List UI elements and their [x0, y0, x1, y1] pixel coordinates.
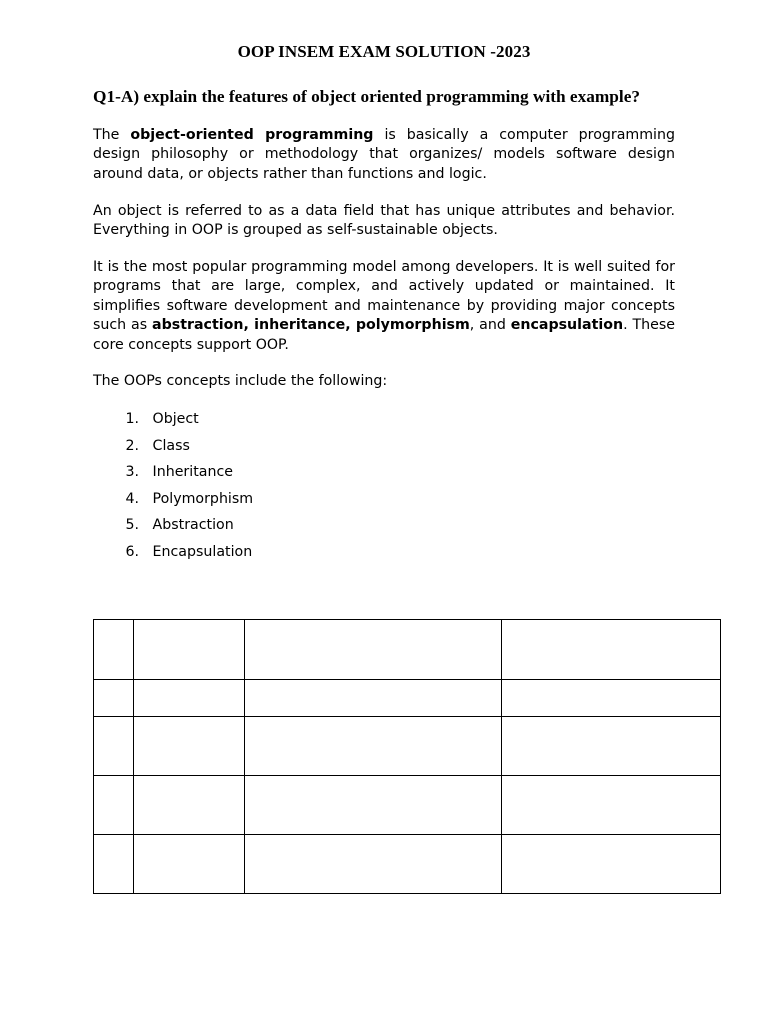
- table-cell: [134, 620, 245, 680]
- paragraph-text-end: . These core concepts support OOP.: [93, 317, 675, 353]
- table-row: [94, 620, 721, 680]
- paragraph-text-start: It is the most popular programming model among developers. It is well suited for programs that are large, complex, and actively updated or maintained. It simplifies software development and maintenance by providing major concepts such as: [93, 259, 675, 334]
- table-row: [94, 717, 721, 776]
- list-label: Polymorphism: [152, 490, 254, 507]
- table-cell: [502, 717, 721, 776]
- table-cell: [245, 680, 502, 717]
- table-cell: [502, 680, 721, 717]
- list-item: [93, 437, 253, 464]
- table-cell: [94, 620, 134, 680]
- list-number: 4.: [125, 490, 139, 507]
- list-item: [93, 543, 253, 570]
- table-cell: [94, 717, 134, 776]
- table-cell: [502, 776, 721, 835]
- paragraph-text-middle: , and: [469, 317, 511, 334]
- table-row: [94, 835, 721, 894]
- concepts-list: [93, 410, 253, 569]
- bold-term-encapsulation: encapsulation: [510, 317, 624, 334]
- table-cell: [134, 835, 245, 894]
- table-cell: [94, 776, 134, 835]
- list-item: [93, 410, 253, 437]
- paragraph-rest: is basically a computer programming design philosophy or methodology that organizes/ models software design around data, or objects rather than functions and logic.: [93, 127, 675, 182]
- table-cell: [134, 680, 245, 717]
- page-title: OOP INSEM EXAM SOLUTION -2023: [237, 42, 531, 61]
- bold-terms-concepts: abstraction, inheritance, polymorphism: [152, 317, 470, 334]
- table-row: [94, 776, 721, 835]
- list-item: [93, 490, 253, 517]
- empty-table: [93, 619, 721, 894]
- table-cell: [245, 776, 502, 835]
- list-number: 5.: [125, 517, 139, 533]
- list-label: Inheritance: [152, 464, 233, 480]
- list-label: Encapsulation: [152, 543, 253, 560]
- table-cell: [134, 776, 245, 835]
- table-row: [94, 680, 721, 717]
- table-cell: [502, 835, 721, 894]
- list-item: [93, 463, 253, 490]
- table-cell: [245, 717, 502, 776]
- table-cell: [94, 835, 134, 894]
- list-label: Object: [152, 411, 199, 427]
- table-cell: [502, 620, 721, 680]
- list-number: 6.: [125, 543, 139, 560]
- paragraph-popularity: [93, 258, 675, 355]
- table-cell: [245, 835, 502, 894]
- paragraph-object: An object is referred to as a data field that has unique attributes and behavior. Everything in OOP is grouped as self-sustainable objects.: [93, 203, 675, 239]
- bold-term-oop: object-oriented programming: [130, 127, 374, 143]
- paragraph-definition: [93, 126, 675, 184]
- table-cell: [94, 680, 134, 717]
- paragraph-lead: The: [93, 127, 131, 143]
- list-number: 1.: [125, 411, 139, 427]
- question-heading: Q1-A) explain the features of object oriented programming with example?: [93, 87, 641, 106]
- paragraph-concepts-intro: The OOPs concepts include the following:: [93, 373, 388, 389]
- list-label: Abstraction: [152, 517, 234, 533]
- list-item: [93, 516, 253, 543]
- table-cell: [134, 717, 245, 776]
- table-cell: [245, 620, 502, 680]
- list-label: Class: [152, 437, 190, 454]
- list-number: 3.: [125, 464, 139, 480]
- list-number: 2.: [125, 437, 139, 454]
